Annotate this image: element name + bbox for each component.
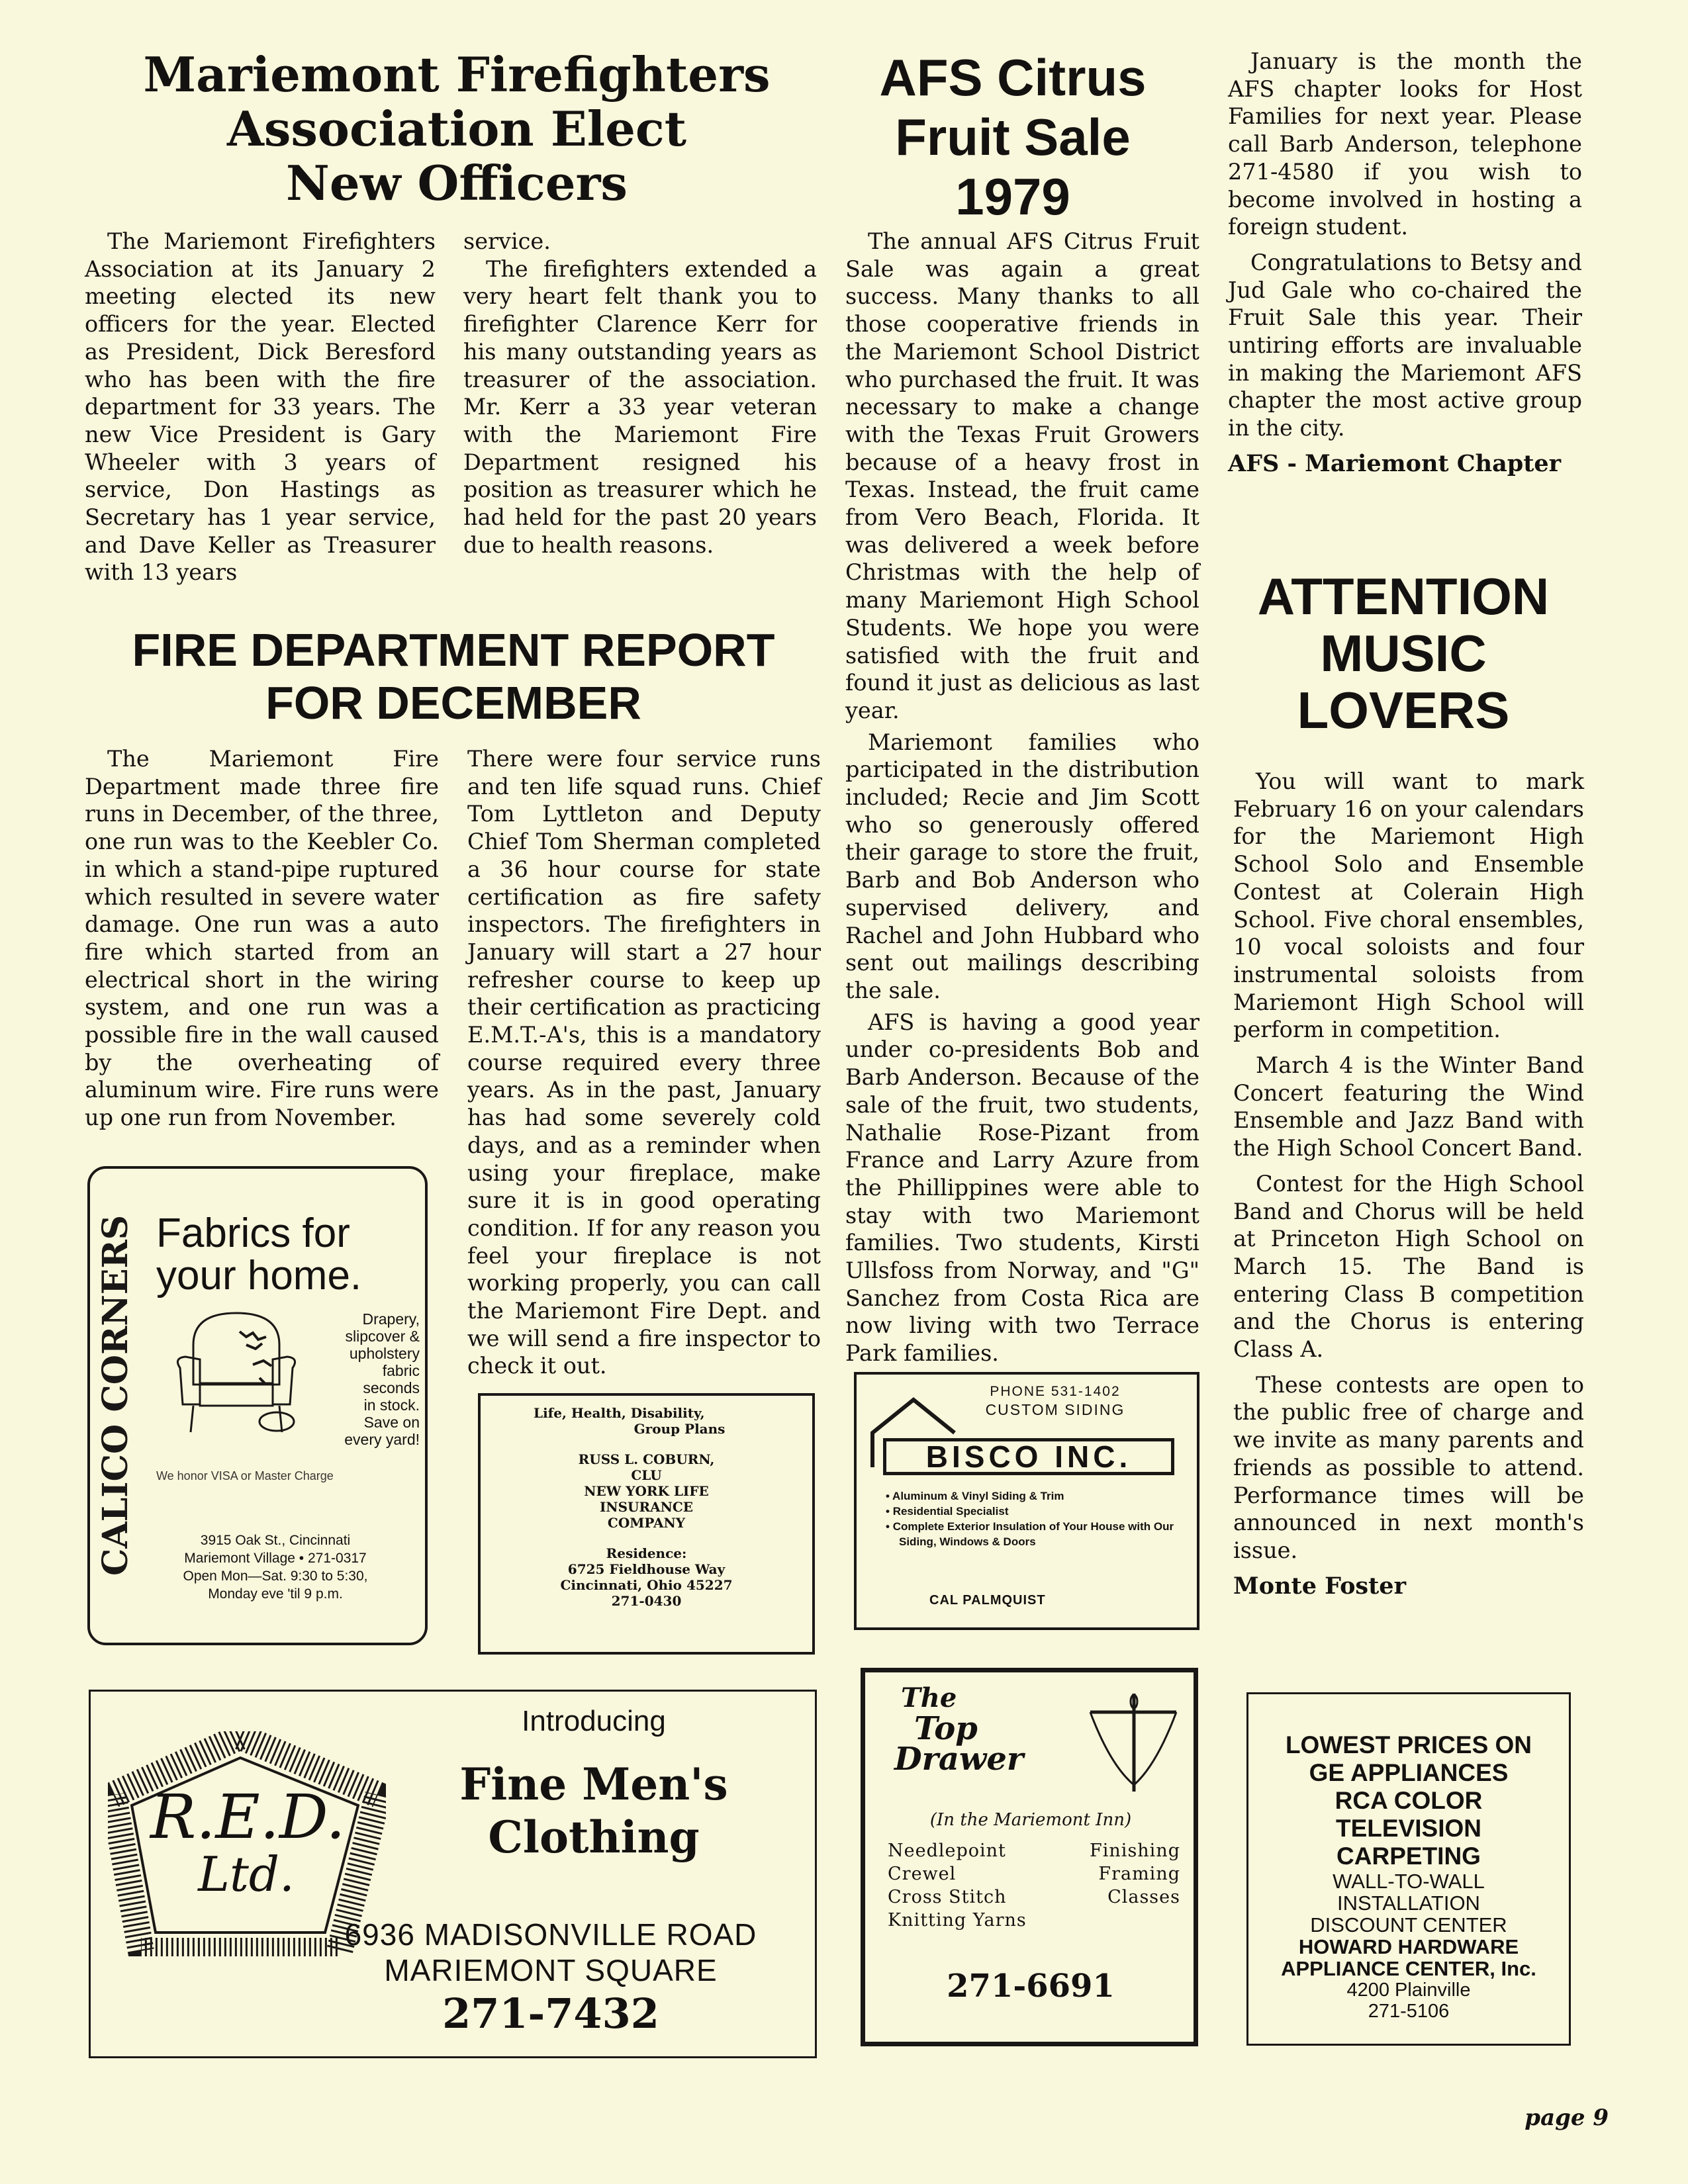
desc-line: every yard! xyxy=(344,1431,420,1448)
top-drawer-left-list xyxy=(888,1839,1053,1932)
list-item: Framing xyxy=(1098,1864,1180,1884)
ad-line: CARPETING xyxy=(1336,1843,1481,1870)
ad-line: INSTALLATION xyxy=(1337,1891,1480,1915)
calico-brand-text: CALICO CORNERS xyxy=(95,1215,136,1576)
address-line: 6936 MADISONVILLE ROAD xyxy=(344,1917,757,1952)
ad-line: 4200 Plainville xyxy=(1346,1979,1471,2001)
paragraph: March 4 is the Winter Band Concert featuring the Wind Ensemble and Jazz Band with the High School Concert Band. xyxy=(1233,1052,1584,1161)
paragraph: You will want to mark February 16 on your calendars for the Mariemont High School Solo and Ensemble Contest at Colerain High School. Five choral ensembles, 10 vocal soloists and four instrumental soloists from Mariemont High School will perform in competition. xyxy=(1233,768,1584,1043)
paragraph: AFS is having a good year under co-presidents Bob and Barb Anderson. Because of the sale of the fruit, two students, Nathalie Rose-Pizant from France and Larry Azure from the Phillippines were able to stay with two Mariemont families. Two students, Kirsti Ullsfoss from Norway, and "G" Sanchez from Costa Rica are now living with two Terrace Park families. xyxy=(845,1009,1199,1367)
calico-description xyxy=(289,1310,420,1448)
bisco-bullets xyxy=(883,1488,1174,1549)
ins-company: COMPANY xyxy=(607,1515,686,1531)
top-drawer-right-list xyxy=(1055,1839,1180,1909)
ad-line: WALL-TO-WALL xyxy=(1333,1870,1485,1893)
list-item: Finishing xyxy=(1090,1841,1180,1861)
title-line: ATTENTION xyxy=(1257,567,1550,625)
title-line: Association Elect xyxy=(227,101,686,157)
firefighters-col1: The Mariemont Firefighters Association at its January 2 meeting elected its new officers for the year. Elected as President, Dick Beresford who has been with the fire department for 33 years. The new Vice President is Gary Wheeler with 3 years of service, Don Hastings as Secretary has 1 year service, and Dave Keller as Treasurer with 13 years xyxy=(85,228,436,586)
calico-address xyxy=(150,1531,401,1603)
address-line: Open Mon—Sat. 9:30 to 5:30, xyxy=(183,1569,368,1584)
address-line: Monday eve 'til 9 p.m. xyxy=(208,1586,343,1602)
fire-report-col1: The Mariemont Fire Department made three fire runs in December, of the three, one run was to the Keebler Co. in which a stand-pipe ruptured which resulted in severe water damage. One run was a auto fire which started from an electrical short in the wiring system, and one run was a possible fire in the wall caused by the overheating of aluminum wire. Fire runs were up one run from November. xyxy=(85,746,439,1131)
bullet-item: • Aluminum & Vinyl Siding & Trim xyxy=(886,1490,1064,1502)
desc-line: Save on xyxy=(363,1414,420,1431)
firefighters-title xyxy=(86,48,827,210)
ins-company: NEW YORK LIFE xyxy=(584,1483,709,1499)
ad-line: GE APPLIANCES xyxy=(1309,1759,1509,1786)
ins-cred: CLU xyxy=(631,1467,662,1483)
address-line: MARIEMONT SQUARE xyxy=(384,1953,718,1987)
desc-line: slipcover & xyxy=(345,1328,420,1345)
bisco-phone: PHONE 531-1402 xyxy=(990,1384,1121,1399)
bullet-item: • Complete Exterior Insulation of Your House with Our Siding, Windows & Doors xyxy=(886,1520,1174,1548)
music-body xyxy=(1233,768,1584,1600)
top-drawer-phone: 271-6691 xyxy=(947,1968,1115,2005)
ad-top-drawer xyxy=(861,1668,1198,2046)
headline-line: your home. xyxy=(156,1253,362,1298)
desc-line: fabric xyxy=(382,1362,420,1379)
address-line: 3915 Oak St., Cincinnati xyxy=(200,1533,351,1548)
music-signature: Monte Foster xyxy=(1233,1572,1407,1600)
title-line: FIRE DEPARTMENT REPORT xyxy=(132,624,775,676)
ad-line: 271-5106 xyxy=(1368,2001,1450,2022)
ad-line: TELEVISION xyxy=(1336,1815,1481,1842)
bisco-contact: CAL PALMQUIST xyxy=(929,1593,1046,1608)
bullet-text: Aluminum & Vinyl Siding & Trim xyxy=(892,1490,1064,1502)
ad-bisco xyxy=(854,1372,1199,1630)
ins-line: Life, Health, Disability, xyxy=(534,1405,705,1421)
bullet-text: Complete Exterior Insulation of Your House with Our Siding, Windows & Doors xyxy=(892,1520,1174,1548)
headline-line: Fabrics for xyxy=(156,1210,350,1256)
logo-line: Top xyxy=(914,1710,978,1747)
afs-title xyxy=(837,48,1188,226)
calico-brand xyxy=(86,1215,146,1586)
title-line: AFS Citrus xyxy=(879,48,1147,107)
paragraph: Contest for the High School Band and Chorus will be held at Princeton High School on March 15. The Band is entering Class B competition and the Chorus is entering Class A. xyxy=(1233,1170,1584,1363)
desc-line: in stock. xyxy=(363,1396,420,1414)
firefighters-col2 xyxy=(463,228,817,559)
ad-line: APPLIANCE CENTER, Inc. xyxy=(1281,1957,1536,1980)
title-line: FOR DECEMBER xyxy=(265,677,641,729)
bullet-item: • Residential Specialist xyxy=(886,1505,1009,1518)
ad-line: HOWARD HARDWARE xyxy=(1298,1935,1519,1958)
logo-line: Drawer xyxy=(894,1741,1024,1778)
bisco-name: BISCO INC. xyxy=(883,1438,1174,1475)
ins-company: INSURANCE xyxy=(599,1499,694,1515)
afs-col2 xyxy=(1228,48,1582,478)
needle-thread-icon xyxy=(1084,1686,1183,1798)
red-logo-line: Ltd. xyxy=(198,1846,295,1902)
howard-name-group xyxy=(1248,1936,1569,1979)
desc-line: seconds xyxy=(363,1379,420,1396)
ins-name: RUSS L. COBURN, xyxy=(578,1451,715,1467)
howard-bold-group xyxy=(1248,1731,1569,1870)
address-line: Mariemont Village • 271-0317 xyxy=(184,1551,367,1566)
headline-line: Clothing xyxy=(488,1811,700,1863)
top-drawer-logo xyxy=(881,1682,1080,1778)
ad-insurance xyxy=(478,1393,815,1655)
ins-line: Group Plans xyxy=(633,1421,726,1437)
paragraph: January is the month the AFS chapter looks for Host Families for next year. Please call Barb Anderson, telephone 271-4580 if you wish to become involved in hosting a foreign student. xyxy=(1228,48,1582,240)
calico-headline xyxy=(156,1212,421,1297)
music-title xyxy=(1225,568,1582,739)
list-item: Classes xyxy=(1107,1887,1180,1907)
howard-normal-group xyxy=(1248,1870,1569,1936)
paragraph: The annual AFS Citrus Fruit Sale was again a great success. Many thanks to all those cooperative friends in the Mariemont School District who purchased the fruit. It was necessary to make a change with the Texas Fruit Growers because of a heavy frost in Texas. Instead, the fruit came from Vero Beach, Florida. It was delivered a week before Christmas with the help of many Mariemont High School Students. We hope you were satisfied with the fruit and found it just as delicious as last year. xyxy=(845,228,1199,723)
title-line: New Officers xyxy=(286,155,628,211)
paragraph: Mariemont families who participated in the distribution included; Recie and Jim Scott who so generously offered their garage to store the fruit, Barb and Bob Anderson who supervised delivery, and Rachel and John Hubbard who sent out mailings describing the sale. xyxy=(845,729,1199,1003)
afs-signature: AFS - Mariemont Chapter xyxy=(1228,449,1562,477)
red-phone: 271-7432 xyxy=(442,1989,659,2038)
ins-res-label: Residence: xyxy=(606,1545,687,1561)
paragraph: The firefighters extended a very heart felt thank you to firefighter Clarence Kerr for his many outstanding years as treasurer of the association. Mr. Kerr a 33 year veteran with the Mariemont Fire Department resigned his position as treasurer which he had held for the past 20 years due to health reasons. xyxy=(463,255,817,558)
ad-howard-hardware xyxy=(1246,1692,1571,2046)
page-number: page 9 xyxy=(1524,2105,1609,2131)
afs-col1 xyxy=(845,228,1199,1367)
paragraph: service. xyxy=(463,228,551,254)
ad-line: RCA COLOR xyxy=(1335,1787,1483,1814)
ins-res-line: Cincinnati, Ohio 45227 xyxy=(560,1577,733,1593)
title-line: LOVERS xyxy=(1297,681,1510,739)
paragraph: Congratulations to Betsy and Jud Gale who co-chaired the Fruit Sale this year. Their untiring efforts are invaluable in making the Mariemont AFS chapter the most active group in the city. xyxy=(1228,249,1582,441)
title-line: Mariemont Firefighters xyxy=(143,46,771,103)
red-logo-line: R.E.D. xyxy=(150,1782,346,1852)
headline-line: Fine Men's xyxy=(459,1758,728,1810)
fire-report-col2: There were four service runs and ten life squad runs. Chief Tom Lyttleton and Deputy Chief Tom Sherman completed a 36 hour course for state certification as fire safety inspectors. The firefighters in January will start a 27 hour refresher course to keep up their certification as practicing E.M.T.-A's, this is a mandatory course required every three years. As in the past, January has had some severely cold days, and as a reminder when using your fireplace, make sure it is in good operating condition. If for any reason you feel your fireplace is not working properly, you can call the Mariemont Fire Dept. and we will send a fire inspector to check it out. xyxy=(467,746,821,1379)
calico-brand-vertical xyxy=(86,1215,146,1586)
red-intro: Introducing xyxy=(522,1705,666,1737)
bullet-text: Residential Specialist xyxy=(892,1505,1009,1518)
calico-honor: We honor VISA or Master Charge xyxy=(156,1469,334,1482)
title-line: MUSIC xyxy=(1320,624,1487,682)
list-item: Knitting Yarns xyxy=(888,1910,1027,1931)
title-line: Fruit Sale xyxy=(895,108,1131,166)
logo-line: The xyxy=(901,1682,957,1713)
red-address xyxy=(289,1917,812,1988)
red-headline xyxy=(382,1758,806,1864)
desc-line: Drapery, xyxy=(362,1310,420,1328)
list-item: Needlepoint xyxy=(888,1841,1006,1861)
fire-report-title xyxy=(79,623,827,729)
paragraph: These contests are open to the public free of charge and we invite as many parents and friends as possible to attend. Performance times will be announced in next month's issue. xyxy=(1233,1371,1584,1563)
list-item: Crewel xyxy=(888,1864,957,1884)
ad-red-ltd xyxy=(89,1690,817,2058)
title-line: 1979 xyxy=(955,167,1070,226)
howard-address-group xyxy=(1248,1979,1569,2022)
ins-res-line: 271-0430 xyxy=(611,1593,682,1609)
ad-line: DISCOUNT CENTER xyxy=(1310,1913,1507,1936)
desc-line: upholstery xyxy=(349,1345,420,1362)
bisco-tagline: CUSTOM SIDING xyxy=(985,1401,1125,1418)
ad-line: LOWEST PRICES ON xyxy=(1285,1731,1532,1758)
ins-res-line: 6725 Fieldhouse Way xyxy=(567,1561,726,1577)
list-item: Cross Stitch xyxy=(888,1887,1007,1907)
ad-calico-corners xyxy=(87,1166,428,1645)
top-drawer-location: (In the Mariemont Inn) xyxy=(929,1810,1132,1830)
red-logo-text xyxy=(150,1782,346,1902)
